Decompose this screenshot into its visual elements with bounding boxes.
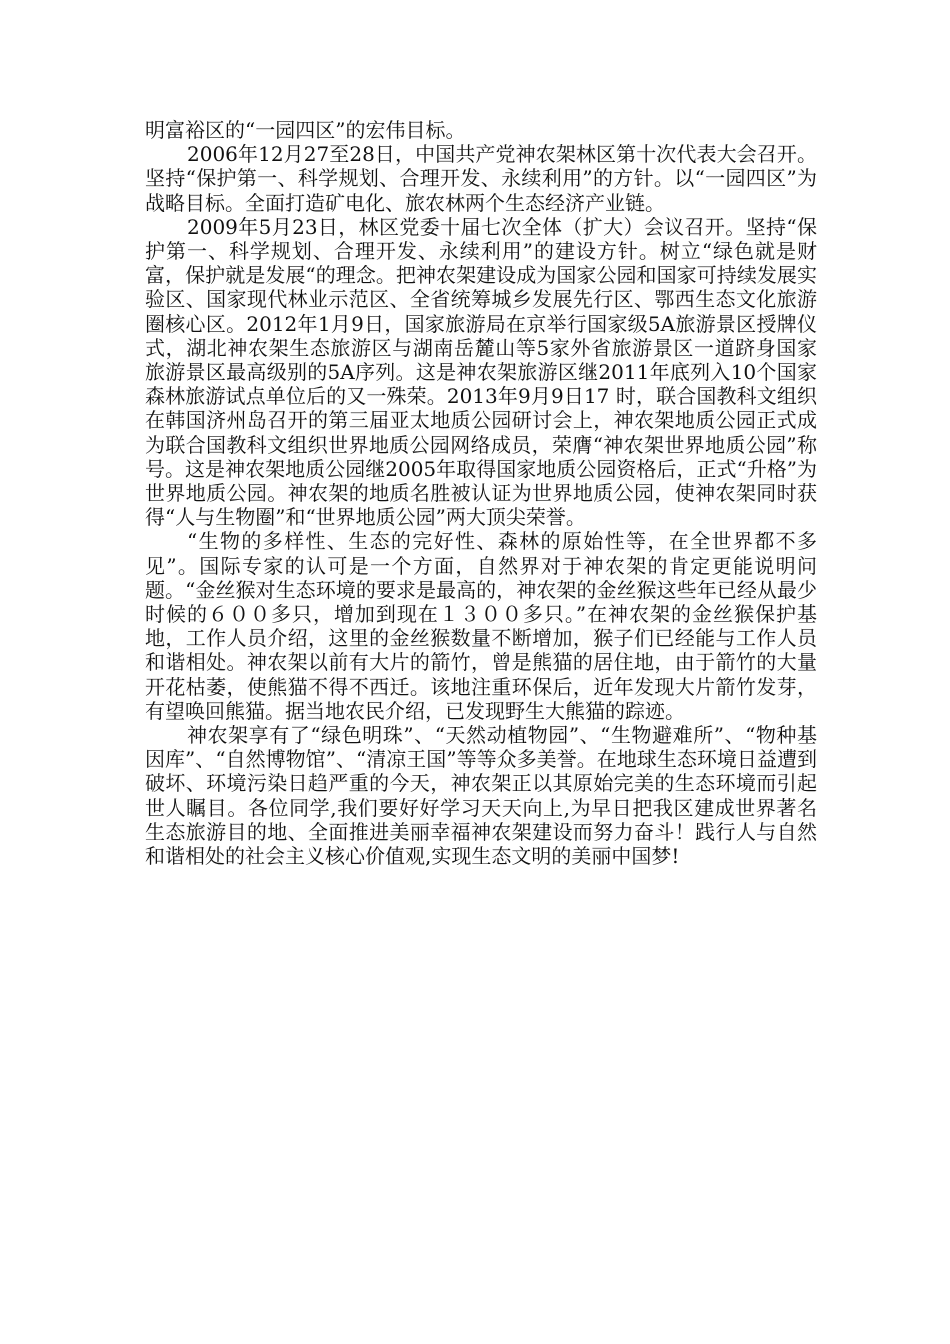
paragraph-4: “生物的多样性、生态的完好性、森林的原始性等，在全世界都不多见”。国际专家的认可是一个方面，自然界对于神农架的肯定更能说明问题。“金丝猴对生态环境的要求是最高的，神农架的金丝猴这些年已经从最少时候的６００多只，增加到现在１３００多只。”在神农架的金丝猴保护基地，工作人员介绍，这里的金丝猴数量不断增加，猴子们已经能与工作人员和谐相处。神农架以前有大片的箭竹，曾是熊猫的居住地，由于箭竹的大量开花枯萎，使熊猫不得不西迁。该地注重环保后，近年发现大片箭竹发芽，有望唤回熊猫。据当地农民介绍，已发现野生大熊猫的踪迹。 bbox=[145, 529, 817, 723]
paragraph-5: 神农架享有了“绿色明珠”、“天然动植物园”、“生物避难所”、“物种基因库”、“自然博物馆”、“清凉王国”等等众多美誉。在地球生态环境日益遭到破坏、环境污染日趋严重的今天，神农架正以其原始完美的生态环境而引起世人瞩目。各位同学,我们要好好学习天天向上,为早日把我区建成世界著名生态旅游目的地、全面推进美丽幸福神农架建设而努力奋斗！践行人与自然和谐相处的社会主义核心价值观,实现生态文明的美丽中国梦! bbox=[145, 723, 817, 869]
paragraph-1: 明富裕区的“一园四区”的宏伟目标。 bbox=[145, 118, 466, 142]
document-page bbox=[145, 118, 817, 868]
paragraph-3: 2009年5月23日，林区党委十届七次全体（扩大）会议召开。坚持“保护第一、科学规划、合理开发、永续利用”的建设方针。树立“绿色就是财富，保护就是发展“的理念。把神农架建设成为国家公园和国家可持续发展实验区、国家现代林业示范区、全省统筹城乡发展先行区、鄂西生态文化旅游圈核心区。2012年1月9日，国家旅游局在京举行国家级5A旅游景区授牌仪式，湖北神农架生态旅游区与湖南岳麓山等5家外省旅游景区一道跻身国家旅游景区最高级别的5A序列。这是神农架旅游区继2011年底列入10个国家森林旅游试点单位后的又一殊荣。2013年9月9日17 时，联合国教科文组织在韩国济州岛召开的第三届亚太地质公园研讨会上，神农架地质公园正式成为联合国教科文组织世界地质公园网络成员，荣膺“神农架世界地质公园”称号。这是神农架地质公园继2005年取得国家地质公园资格后，正式“升格”为世界地质公园。神农架的地质名胜被认证为世界地质公园，使神农架同时获得“人与生物圈”和“世界地质公园”两大顶尖荣誉。 bbox=[145, 214, 817, 530]
paragraph-2: 2006年12月27至28日，中国共产党神农架林区第十次代表大会召开。坚持“保护第一、科学规划、合理开发、永续利用”的方针。以“一园四区”为战略目标。全面打造矿电化、旅农林两个生态经济产业链。 bbox=[145, 142, 817, 215]
